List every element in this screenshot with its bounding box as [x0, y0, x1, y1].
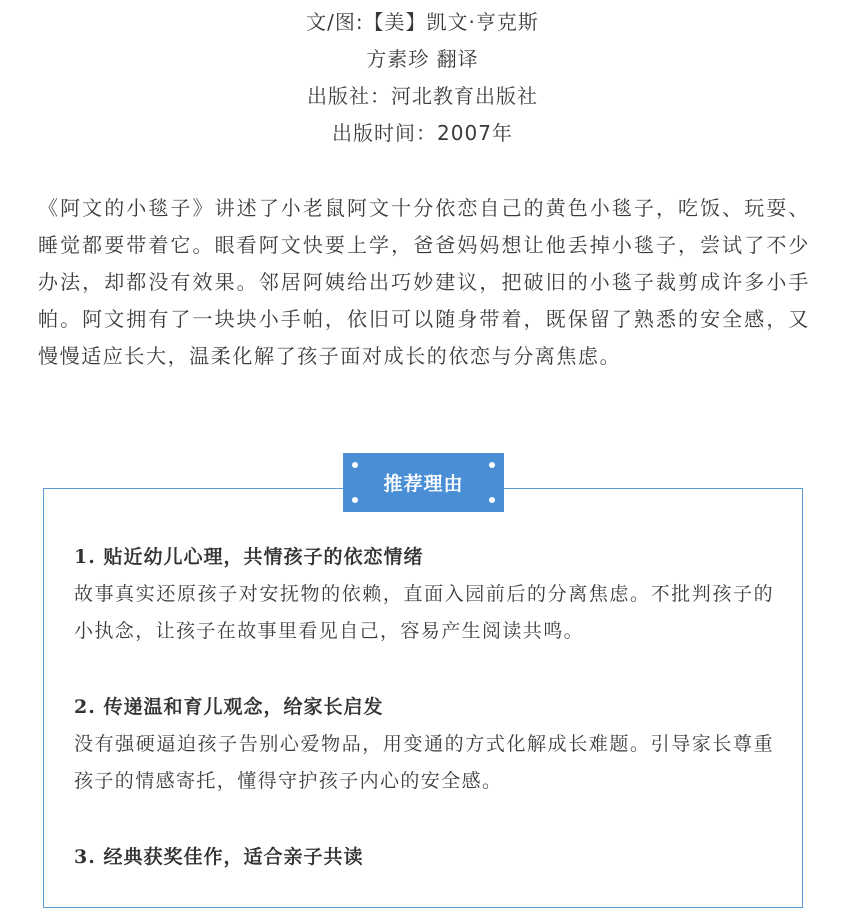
recommendation-title — [74, 838, 774, 876]
recommendation-number: 1. — [74, 546, 96, 568]
corner-dot-icon — [352, 497, 358, 503]
recommendation-label-badge — [343, 453, 504, 512]
recommendation-number: 3. — [74, 846, 96, 868]
recommendation-item — [74, 688, 774, 800]
recommendation-title-text: 传递温和育儿观念，给家长启发 — [103, 696, 384, 718]
corner-dot-icon — [352, 462, 358, 468]
book-introduction: 《阿文的小毯子》讲述了小老鼠阿文十分依恋自己的黄色小毯子，吃饭、玩耍、睡觉都要带着它。眼看阿文快要上学，爸爸妈妈想让他丢掉小毯子，尝试了不少办法，却都没有效果。邻居阿姨给出巧妙建议，把破旧的小毯子裁剪成许多小手帕。阿文拥有了一块块小手帕，依旧可以随身带着，既保留了熟悉的安全感，又慢慢适应长大，温柔化解了孩子面对成长的依恋与分离焦虑。 — [38, 196, 810, 368]
translator-line: 方素珍 翻译 — [366, 47, 479, 71]
recommendation-body: 故事真实还原孩子对安抚物的依赖，直面入园前后的分离焦虑。不批判孩子的小执念，让孩子在故事里看见自己，容易产生阅读共鸣。 — [74, 583, 774, 642]
corner-dot-icon — [489, 497, 495, 503]
recommendation-title-text: 贴近幼儿心理，共情孩子的依恋情绪 — [103, 546, 424, 568]
recommendation-list — [74, 538, 774, 914]
recommendation-body: 没有强硬逼迫孩子告别心爱物品，用变通的方式化解成长难题。引导家长尊重孩子的情感寄托，懂得守护孩子内心的安全感。 — [74, 733, 774, 792]
publication-date-line: 出版时间：2007年 — [332, 121, 513, 145]
recommendation-title — [74, 688, 774, 726]
recommendation-title-text: 经典获奖佳作，适合亲子共读 — [103, 846, 364, 868]
recommendation-number: 2. — [74, 696, 96, 718]
recommendation-item — [74, 838, 774, 876]
recommendation-item — [74, 538, 774, 650]
corner-dot-icon — [489, 462, 495, 468]
recommendation-label: 推荐理由 — [383, 473, 464, 495]
book-metadata — [0, 4, 845, 152]
recommendation-title — [74, 538, 774, 576]
author-line: 文/图:【美】凯文·亨克斯 — [306, 10, 539, 34]
publisher-line: 出版社：河北教育出版社 — [307, 84, 538, 108]
